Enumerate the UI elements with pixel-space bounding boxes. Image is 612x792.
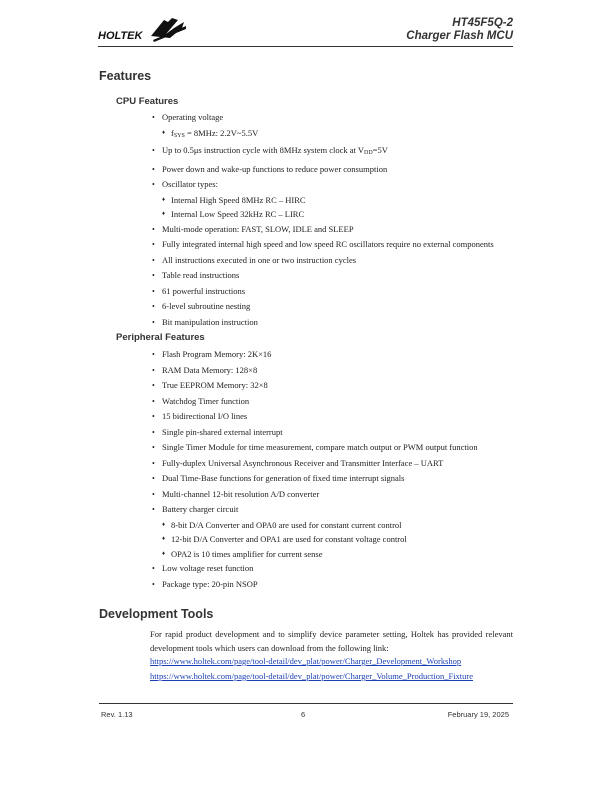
list-item: • RAM Data Memory: 128×8 [150,363,478,379]
list-item: • Up to 0.5μs instruction cycle with 8MHz system clock at $V_{DD}=5V$ [150,143,494,162]
list-item: • Single pin-shared external interrupt [150,425,478,441]
sub-list-item: ♦ 12-bit D/A Converter and OPA1 are used for constant voltage control [162,532,478,547]
sub-list-item: ♦ $f_{SYS} = 8MHz$: 2.2V~5.5V [162,126,494,144]
list-item: • Table read instructions [150,268,494,284]
list-item: • Fully integrated internal high speed and low speed RC oscillators require no external components [150,237,494,253]
peripheral-features-list [150,347,478,592]
features-heading: Features [99,69,152,83]
cpu-features-heading: CPU Features [116,96,179,107]
cpu-features-list [150,110,494,330]
development-tools-paragraph: For rapid product development and to simplify device parameter setting, Holtek has provided relevant development tools which users can download from the following link: [150,629,513,653]
list-item: • Oscillator types: ♦ Internal High Speed 8MHz RC – HIRC ♦ Internal Low Speed 32kHz RC – LIRC [150,177,494,222]
list-item: • Dual Time-Base functions for generation of fixed time interrupt signals [150,471,478,487]
revision-number: Rev. 1.13 [101,710,133,719]
sub-list [162,126,494,144]
product-name: HT45F5Q-2 [452,17,513,29]
holtek-logo [98,14,198,44]
sub-list-item: ♦ Internal High Speed 8MHz RC – HIRC [162,193,494,208]
list-item: • Multi-channel 12-bit resolution A/D converter [150,487,478,503]
sub-list-item: ♦ Internal Low Speed 32kHz RC – LIRC [162,207,494,222]
product-subtitle: Charger Flash MCU [406,30,513,42]
list-item: • Multi-mode operation: FAST, SLOW, IDLE and SLEEP [150,222,494,238]
list-item: • 6-level subroutine nesting [150,299,494,315]
list-item: • Power down and wake-up functions to reduce power consumption [150,162,494,178]
list-item: • Watchdog Timer function [150,394,478,410]
logo-text: HOLTEK [98,30,143,42]
list-item: • 15 bidirectional I/O lines [150,409,478,425]
sub-list-item: ♦ OPA2 is 10 times amplifier for current sense [162,547,478,562]
list-item: • Low voltage reset function [150,561,478,577]
list-item: • Single Timer Module for time measurement, compare match output or PWM output function [150,440,478,456]
sub-list-item: ♦ 8-bit D/A Converter and OPA0 are used for constant current control [162,518,478,533]
list-item: • Operating voltage ♦ $f_{SYS} = 8MHz$: 2.2V~5.5V [150,110,494,143]
page-number: 6 [301,710,306,719]
list-item: • Battery charger circuit ♦ 8-bit D/A Converter and OPA0 are used for constant current control ♦ 12-bit D/A Converter and OPA1 are used for constant voltage control ♦ OPA2 is 10 times amplifier for current sense [150,502,478,561]
publish-date: February 19, 2025 [447,710,509,719]
sub-list [162,518,478,562]
list-item: • Fully-duplex Universal Asynchronous Receiver and Transmitter Interface – UART [150,456,478,472]
workshop-link[interactable]: https://www.holtek.com/page/tool-detail/dev_plat/power/Charger_Development_Workshop [150,656,462,666]
list-item: • 61 powerful instructions [150,284,494,300]
development-tools-heading: Development Tools [99,607,214,621]
page-footer [99,703,513,724]
production-fixture-link[interactable]: https://www.holtek.com/page/tool-detail/dev_plat/power/Charger_Volume_Production_Fixture [150,671,474,681]
document-title [406,17,513,43]
list-item: • Bit manipulation instruction [150,315,494,331]
list-item: • All instructions executed in one or two instruction cycles [150,253,494,269]
peripheral-features-heading: Peripheral Features [116,332,205,343]
list-item: • Flash Program Memory: 2K×16 [150,347,478,363]
sub-list [162,193,494,222]
list-item: • Package type: 20-pin NSOP [150,577,478,593]
page-header [98,14,513,47]
list-item: • True EEPROM Memory: 32×8 [150,378,478,394]
